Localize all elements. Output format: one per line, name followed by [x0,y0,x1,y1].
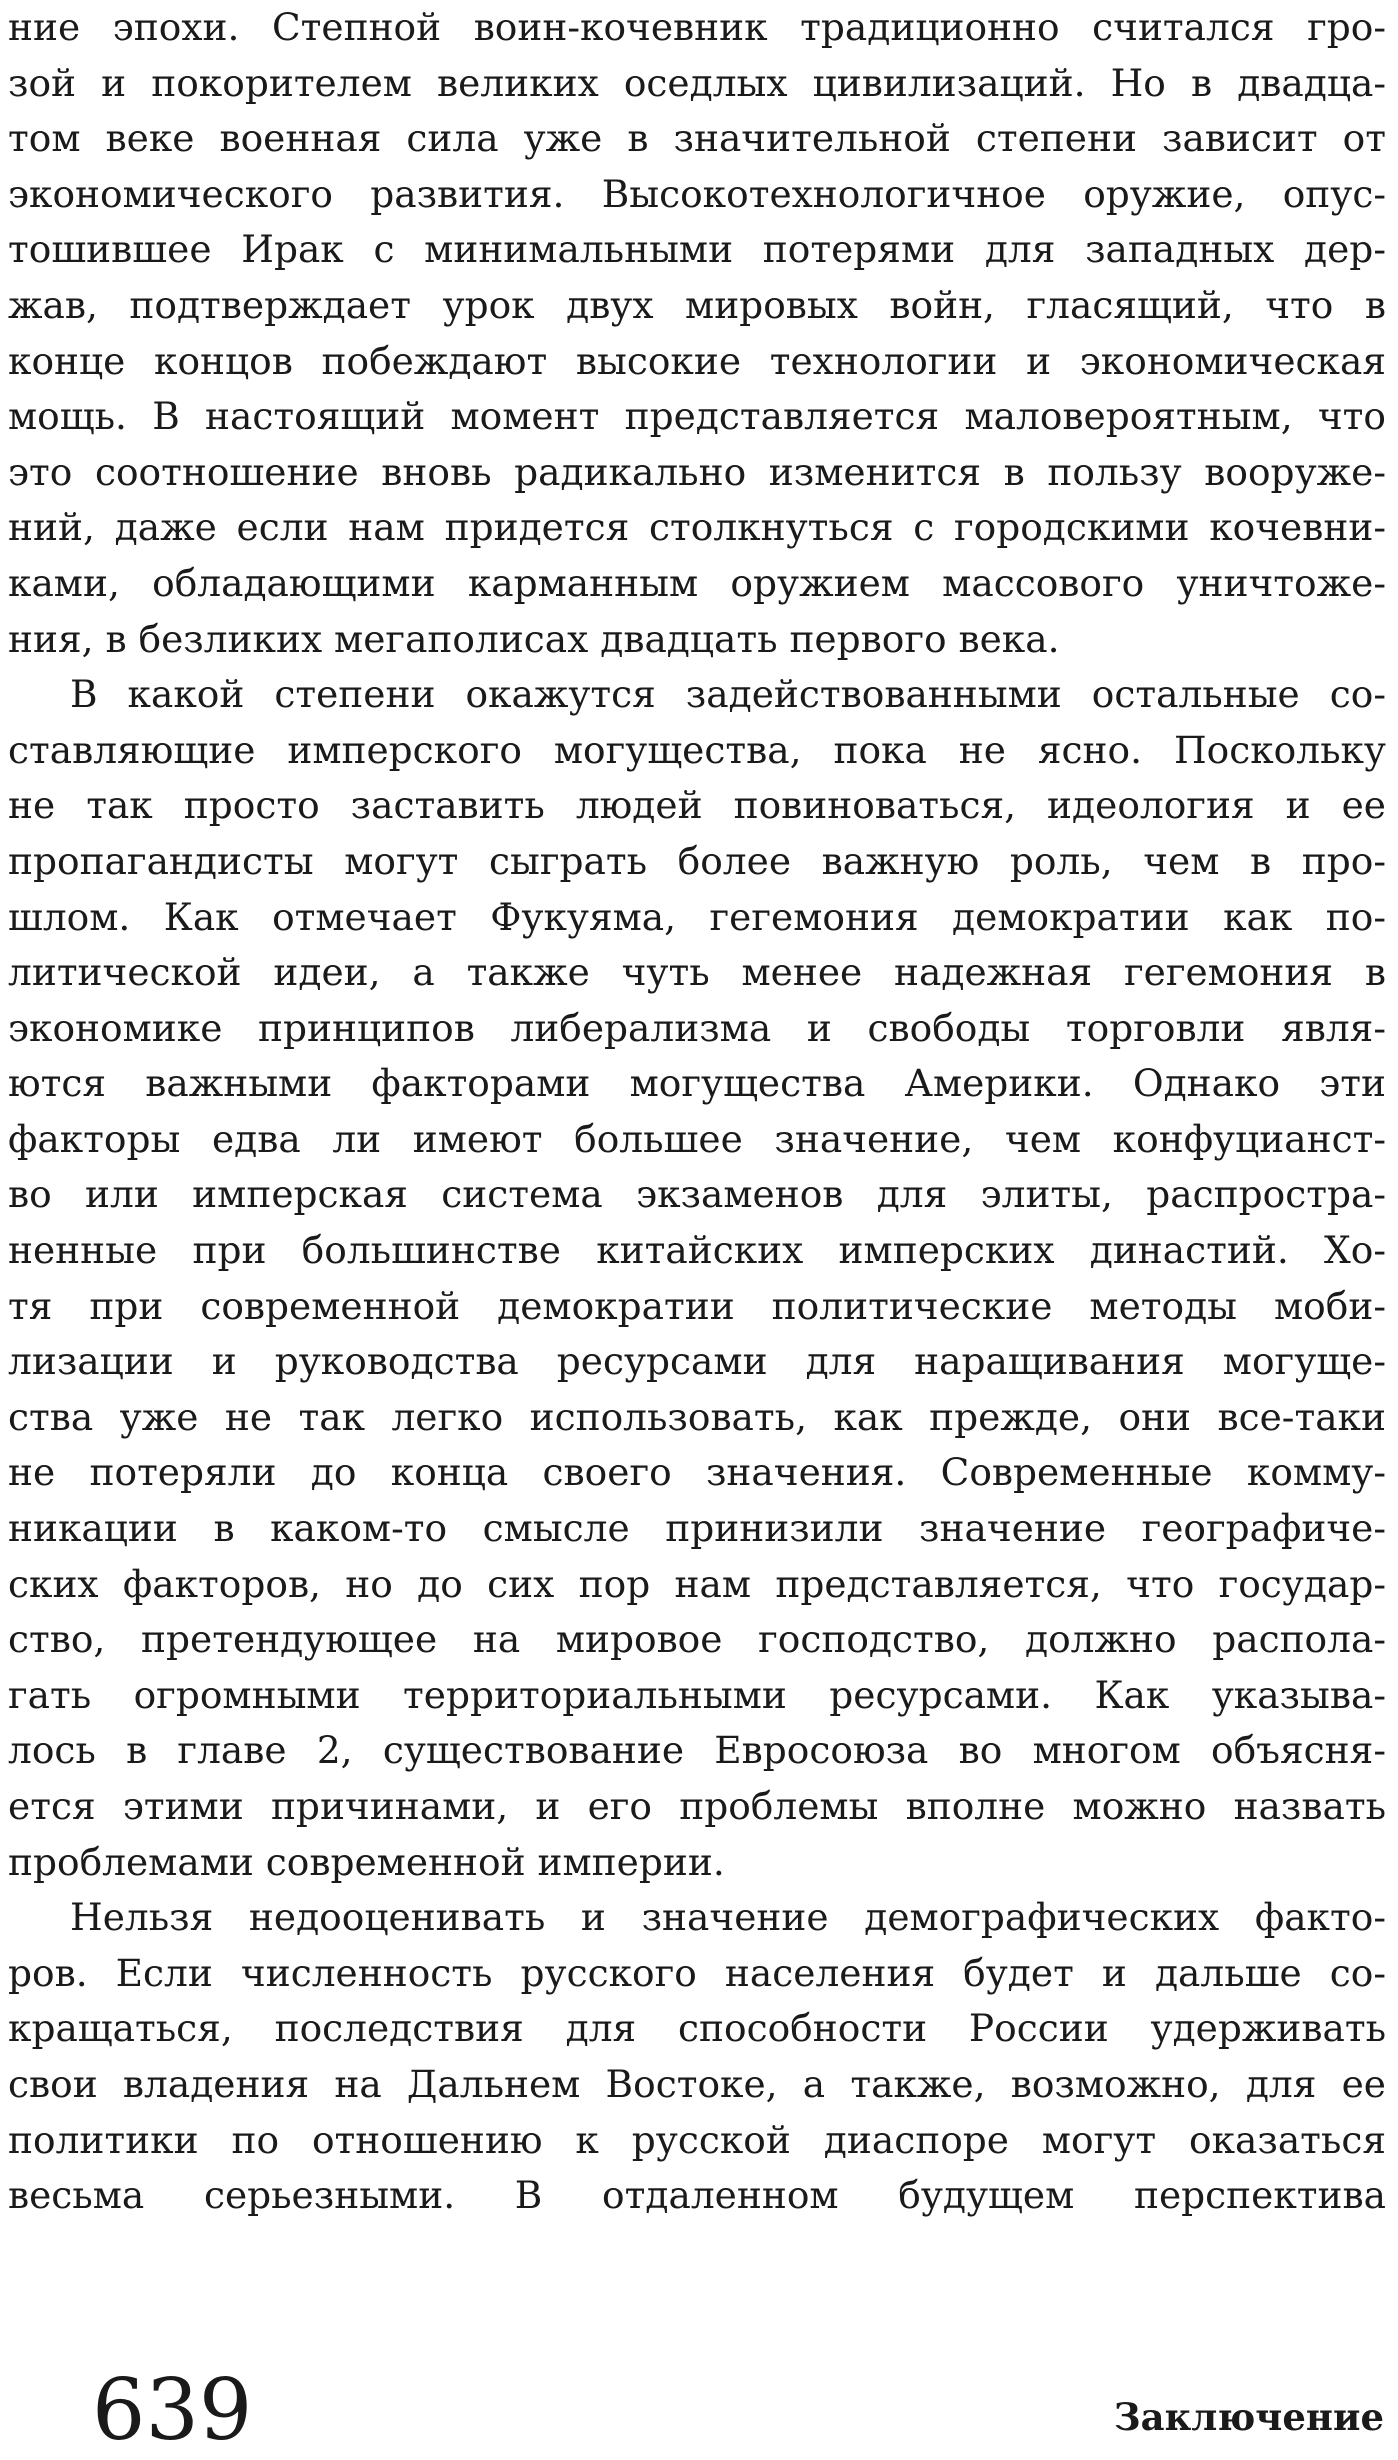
text-line: мощь. В настоящий момент представляется маловероятным, что [8,394,1386,439]
text-line: проблемами современной империи. [8,1839,725,1884]
text-line: никации в каком-то смысле принизили значение географиче- [8,1506,1386,1551]
text-line: кращаться, последствия для способности России удерживать [8,2006,1386,2051]
text-line: ний, даже если нам придется столкнуться с городскими кочевни- [8,505,1386,550]
text-line: ства уже не так легко использовать, как прежде, они все-таки [8,1394,1386,1439]
text-line: ство, претендующее на мировое господство, должно распола- [8,1617,1386,1662]
text-line: жав, подтверждает урок двух мировых войн, гласящий, что в [8,282,1386,327]
paragraph-1 [8,0,1386,667]
page-number: 639 [92,2361,253,2459]
text-line: ских факторов, но до сих пор нам представляется, что государ- [8,1561,1386,1606]
text-line: Нельзя недооценивать и значение демографических факто- [70,1895,1386,1940]
paragraph-2 [8,667,1386,1890]
text-line: тя при современной демократии политические методы моби- [8,1283,1386,1328]
text-line: политики по отношению к русской диаспоре могут оказаться [8,2117,1386,2162]
page-footer [0,2360,1398,2460]
text-line: свои владения на Дальнем Востоке, а также, возможно, для ее [8,2061,1386,2106]
paragraph-3 [8,1890,1386,2224]
text-line: ния, в безликих мегаполисах двадцать первого века. [8,616,1060,661]
text-line: экономике принципов либерализма и свободы торговли явля- [8,1005,1386,1050]
text-line: не так просто заставить людей повиноваться, идеология и ее [8,783,1386,828]
text-line: ние эпохи. Степной воин-кочевник традиционно считался гро- [8,5,1386,49]
text-line: ются важными факторами могущества Америки. Однако эти [8,1061,1386,1106]
running-head: Заключение [1113,2395,1384,2439]
text-line: В какой степени окажутся задействованными остальные со- [70,672,1386,717]
text-line: пропагандисты могут сыграть более важную роль, чем в про- [8,838,1386,883]
text-line: лизации и руководства ресурсами для наращивания могуще- [8,1339,1386,1384]
text-line: литической идеи, а также чуть менее надежная гегемония в [8,950,1386,995]
text-line: шлом. Как отмечает Фукуяма, гегемония демократии как по- [8,894,1386,939]
text-line: весьма серьезными. В отдаленном будущем перспектива [8,2173,1386,2218]
text-line: ненные при большинстве китайских имперских династий. Хо- [8,1228,1386,1273]
text-line: не потеряли до конца своего значения. Современные комму- [8,1450,1386,1495]
text-line: лось в главе 2, существование Евросоюза во многом объясня- [8,1728,1386,1773]
text-line: экономического развития. Высокотехнологичное оружие, опус- [8,171,1386,216]
text-line: том веке военная сила уже в значительной степени зависит от [8,116,1386,161]
text-line: ется этими причинами, и его проблемы вполне можно назвать [8,1784,1386,1828]
text-line: ставляющие имперского могущества, пока не ясно. Поскольку [8,727,1386,772]
text-line: факторы едва ли имеют большее значение, чем конфуцианст- [8,1116,1386,1161]
text-line: гать огромными территориальными ресурсами. Как указыва- [8,1672,1386,1717]
body-text [8,0,1386,2224]
text-line: зой и покорителем великих оседлых цивилизаций. Но в двадца- [8,60,1386,105]
text-line: это соотношение вновь радикально изменится в пользу вооруже- [8,449,1386,494]
text-line: ками, обладающими карманным оружием массового уничтоже- [8,560,1386,605]
text-line: тошившее Ирак с минимальными потерями для западных дер- [8,227,1386,272]
text-line: ров. Если численность русского населения будет и дальше со- [8,1950,1386,1995]
text-line: во или имперская система экзаменов для элиты, распростра- [8,1172,1386,1217]
text-line: конце концов побеждают высокие технологии и экономическая [8,338,1386,383]
